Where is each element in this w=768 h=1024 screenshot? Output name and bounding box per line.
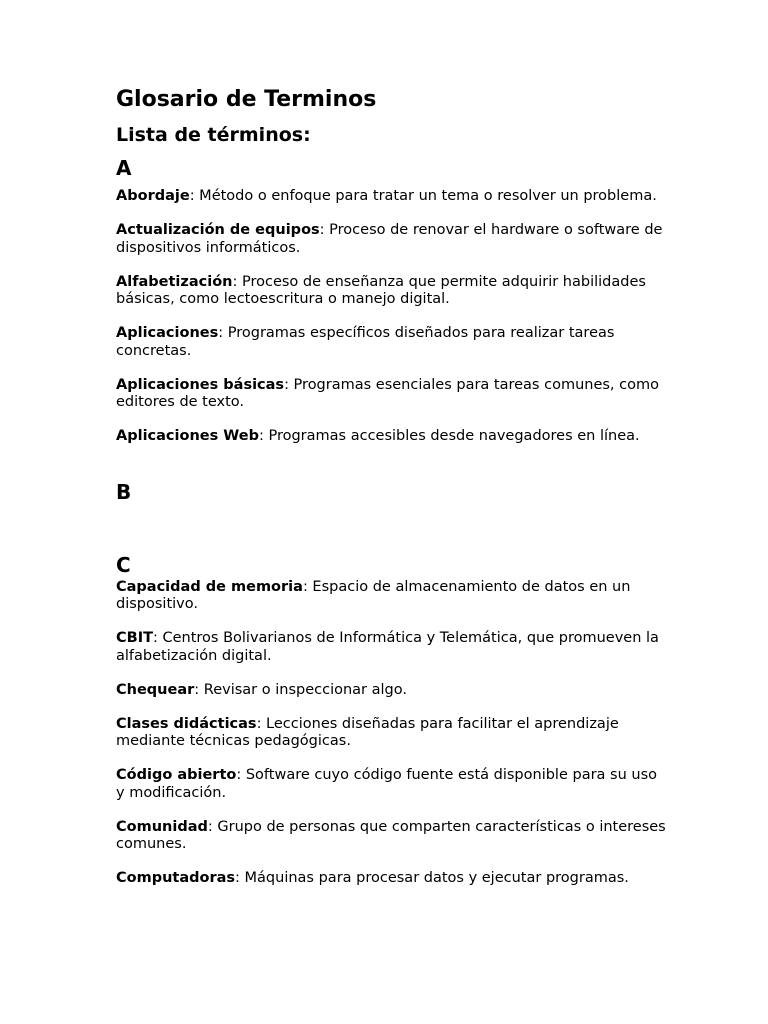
entry-list-c <box>116 579 668 888</box>
glossary-entry <box>116 188 668 206</box>
glossary-entry <box>116 767 668 802</box>
section-heading-c: C <box>116 552 131 577</box>
entry-definition: : Revisar o inspeccionar algo. <box>194 681 407 698</box>
entry-term: Clases didácticas <box>116 715 257 732</box>
entry-term: Abordaje <box>116 188 190 204</box>
glossary-entry <box>116 630 668 665</box>
entry-term: Capacidad de memoria <box>116 578 303 595</box>
entry-definition: : Lecciones diseñadas para facilitar el aprendizaje mediante técnicas pedagógicas. <box>116 715 619 749</box>
entry-definition: : Proceso de enseñanza que permite adquirir habilidades básicas, como lectoescritura o manejo digital. <box>116 273 646 307</box>
entry-term: Computadoras <box>116 870 236 886</box>
entry-term: Aplicaciones básicas <box>116 376 285 393</box>
glossary-entry <box>116 870 668 888</box>
entry-term: Código abierto <box>116 767 237 783</box>
entry-definition: : Centros Bolivarianos de Informática y Telemática, que promueven la alfabetización digital. <box>116 630 659 664</box>
section-heading-b: B <box>116 479 132 504</box>
glossary-entry <box>116 274 668 309</box>
glossary-entry <box>116 579 668 614</box>
page-title: Glosario de Terminos <box>116 87 377 112</box>
page-subtitle: Lista de términos: <box>116 124 311 146</box>
glossary-entry <box>116 325 668 360</box>
entry-definition: : Grupo de personas que comparten características o intereses comunes. <box>116 818 666 852</box>
glossary-entry <box>116 377 668 412</box>
glossary-entry <box>116 428 668 446</box>
entry-definition: : Método o enfoque para tratar un tema o resolver un problema. <box>189 188 657 204</box>
entry-definition: : Máquinas para procesar datos y ejecutar programas. <box>235 870 629 886</box>
glossary-entry <box>116 716 668 751</box>
entry-definition: : Programas esenciales para tareas comunes, como editores de texto. <box>116 376 659 410</box>
entry-definition: : Programas accesibles desde navegadores en línea. <box>258 428 640 444</box>
glossary-entry <box>116 222 668 257</box>
section-heading-a: A <box>116 156 132 180</box>
entry-term: Actualización de equipos <box>116 222 320 238</box>
entry-term: Chequear <box>116 681 195 698</box>
entry-definition: : Software cuyo código fuente está disponible para su uso y modificación. <box>116 767 658 801</box>
glossary-entry <box>116 682 668 700</box>
glossary-entry <box>116 819 668 854</box>
entry-term: Aplicaciones Web <box>116 428 259 444</box>
entry-term: Comunidad <box>116 818 208 835</box>
entry-term: Alfabetización <box>116 273 233 290</box>
entry-term: Aplicaciones <box>116 325 219 341</box>
entry-definition: : Programas específicos diseñados para realizar tareas concretas. <box>116 325 615 359</box>
entry-term: CBIT <box>116 630 153 646</box>
entry-definition: : Espacio de almacenamiento de datos en un dispositivo. <box>116 578 631 612</box>
entry-definition: : Proceso de renovar el hardware o software de dispositivos informáticos. <box>116 222 663 256</box>
entry-list-a <box>116 188 668 446</box>
